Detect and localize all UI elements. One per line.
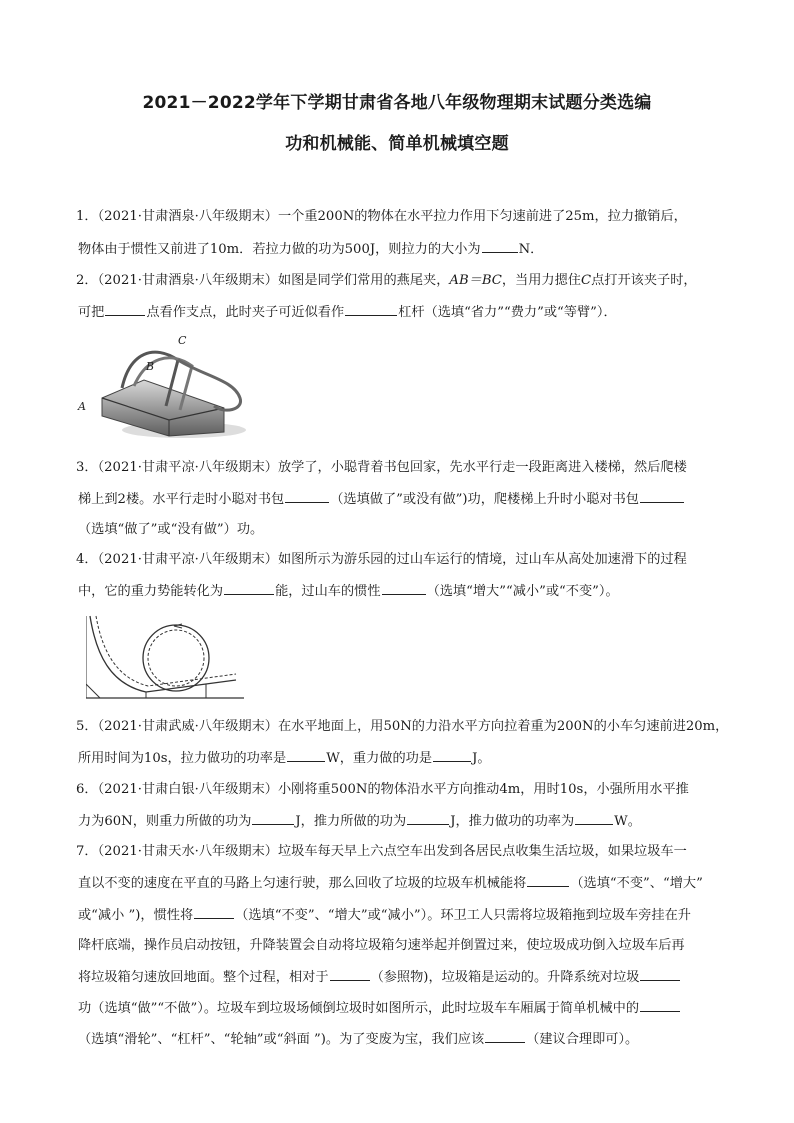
question-4-line-1: 4．（2021·甘肃平凉·八年级期末）如图所示为游乐园的过山车运行的情境，过山车从高处加速滑下的过程 bbox=[76, 552, 687, 567]
question-7-line-4: 降杆底端，操作员启动按钮，升降装置会自动将垃圾箱匀速举起并倒置过来，使垃圾成功倒入垃圾车后再 bbox=[78, 938, 685, 953]
answer-blank[interactable] bbox=[194, 906, 234, 919]
binder-clip-figure bbox=[74, 332, 250, 442]
answer-blank[interactable] bbox=[252, 812, 294, 825]
question-3-line-2: 梯上到2楼。水平行走时小聪对书包 （选填做了”或没有做”)功，爬楼梯上升时小聪对书包 bbox=[78, 490, 728, 509]
answer-blank[interactable] bbox=[575, 812, 613, 825]
question-7-line-5: 将垃圾箱匀速放回地面。整个过程，相对于 （参照物)，垃圾箱是运动的。升降系统对垃圾 bbox=[78, 968, 728, 987]
question-2-line-2: 可把 点看作支点，此时夹子可近似看作 杠杆（选填“省力”“费力”或“等臂”）． bbox=[78, 305, 617, 320]
question-7-line-1: 7．（2021·甘肃天水·八年级期末）垃圾车每天早上六点空车出发到各居民点收集生活垃圾，如果垃圾车一 bbox=[76, 844, 687, 859]
question-7-line-3: 或“减小 ”)，惯性将 （选填“不变”、“增大”或“减小”）。环卫工人只需将垃圾箱拖到垃圾车旁挂在升 bbox=[78, 908, 691, 923]
question-7-line-7: （选填“滑轮”、“杠杆”、“轮轴”或“斜面 ”)。为了变废为宝，我们应该 （建议合理即可）。 bbox=[78, 1032, 639, 1047]
roller-coaster-figure bbox=[86, 614, 246, 700]
answer-blank[interactable] bbox=[382, 582, 426, 595]
question-4-line-2: 中，它的重力势能转化为 能，过山车的惯性 （选填“增大”“减小”或“不变”）。 bbox=[78, 584, 619, 599]
question-7-line-6: 功（选填“做”“不做”）。垃圾车到垃圾场倾倒垃圾时如图所示，此时垃圾车车厢属于简单机械中的 bbox=[78, 999, 728, 1018]
answer-blank[interactable] bbox=[640, 490, 684, 503]
document-subtitle: 功和机械能、简单机械填空题 bbox=[285, 134, 509, 154]
answer-blank[interactable] bbox=[640, 968, 680, 981]
answer-blank[interactable] bbox=[105, 303, 145, 316]
question-3-line-3: （选填“做了”或“没有做”）功。 bbox=[78, 522, 264, 537]
answer-blank[interactable] bbox=[485, 1030, 525, 1043]
question-3-line-1: 3．（2021·甘肃平凉·八年级期末）放学了，小聪背着书包回家，先水平行走一段距离进入楼梯，然后爬楼 bbox=[76, 460, 687, 475]
question-7-line-2: 直以不变的速度在平直的马路上匀速行驶，那么回收了垃圾的垃圾车机械能将 （选填“不变”、“增大” bbox=[78, 876, 703, 891]
answer-blank[interactable] bbox=[345, 303, 397, 316]
label-a: A bbox=[78, 400, 86, 413]
answer-blank[interactable] bbox=[527, 874, 569, 887]
question-5-line-1: 5．（2021·甘肃武威·八年级期末）在水平地面上，用50N的力沿水平方向拉着重为200N的小车匀速前进20m， bbox=[76, 719, 729, 734]
answer-blank[interactable] bbox=[640, 999, 680, 1012]
answer-blank[interactable] bbox=[482, 240, 518, 253]
question-5-line-2: 所用时间为10s，拉力做功的功率是 W，重力做的功是 J。 bbox=[78, 751, 491, 766]
answer-blank[interactable] bbox=[287, 749, 325, 762]
document-title: 2021－2022学年下学期甘肃省各地八年级物理期末试题分类选编 bbox=[142, 93, 652, 113]
answer-blank[interactable] bbox=[330, 968, 370, 981]
answer-blank[interactable] bbox=[285, 490, 329, 503]
question-1-line-2: 物体由于惯性又前进了10m．若拉力做的功为500J，则拉力的大小为 N． bbox=[78, 242, 544, 257]
label-b: B bbox=[146, 360, 155, 373]
answer-blank[interactable] bbox=[407, 812, 449, 825]
answer-blank[interactable] bbox=[224, 582, 274, 595]
question-6-line-1: 6．（2021·甘肃白银·八年级期末）小刚将重500N的物体沿水平方向推动4m，用时10s，小强所用水平推 bbox=[76, 782, 689, 797]
question-2-line-1: 2．（2021·甘肃酒泉·八年级期末）如图是同学们常用的燕尾夹，AB＝BC，当用力摁住C点打开该夹子时， bbox=[76, 273, 697, 288]
question-1-line-1: 1．（2021·甘肃酒泉·八年级期末）一个重200N的物体在水平拉力作用下匀速前进了25m，拉力撤销后， bbox=[76, 209, 687, 224]
answer-blank[interactable] bbox=[433, 749, 471, 762]
question-6-line-2: 力为60N，则重力所做的功为 J，推力所做的功为 J，推力做功的功率为 W。 bbox=[78, 814, 641, 829]
label-c: C bbox=[178, 334, 187, 347]
